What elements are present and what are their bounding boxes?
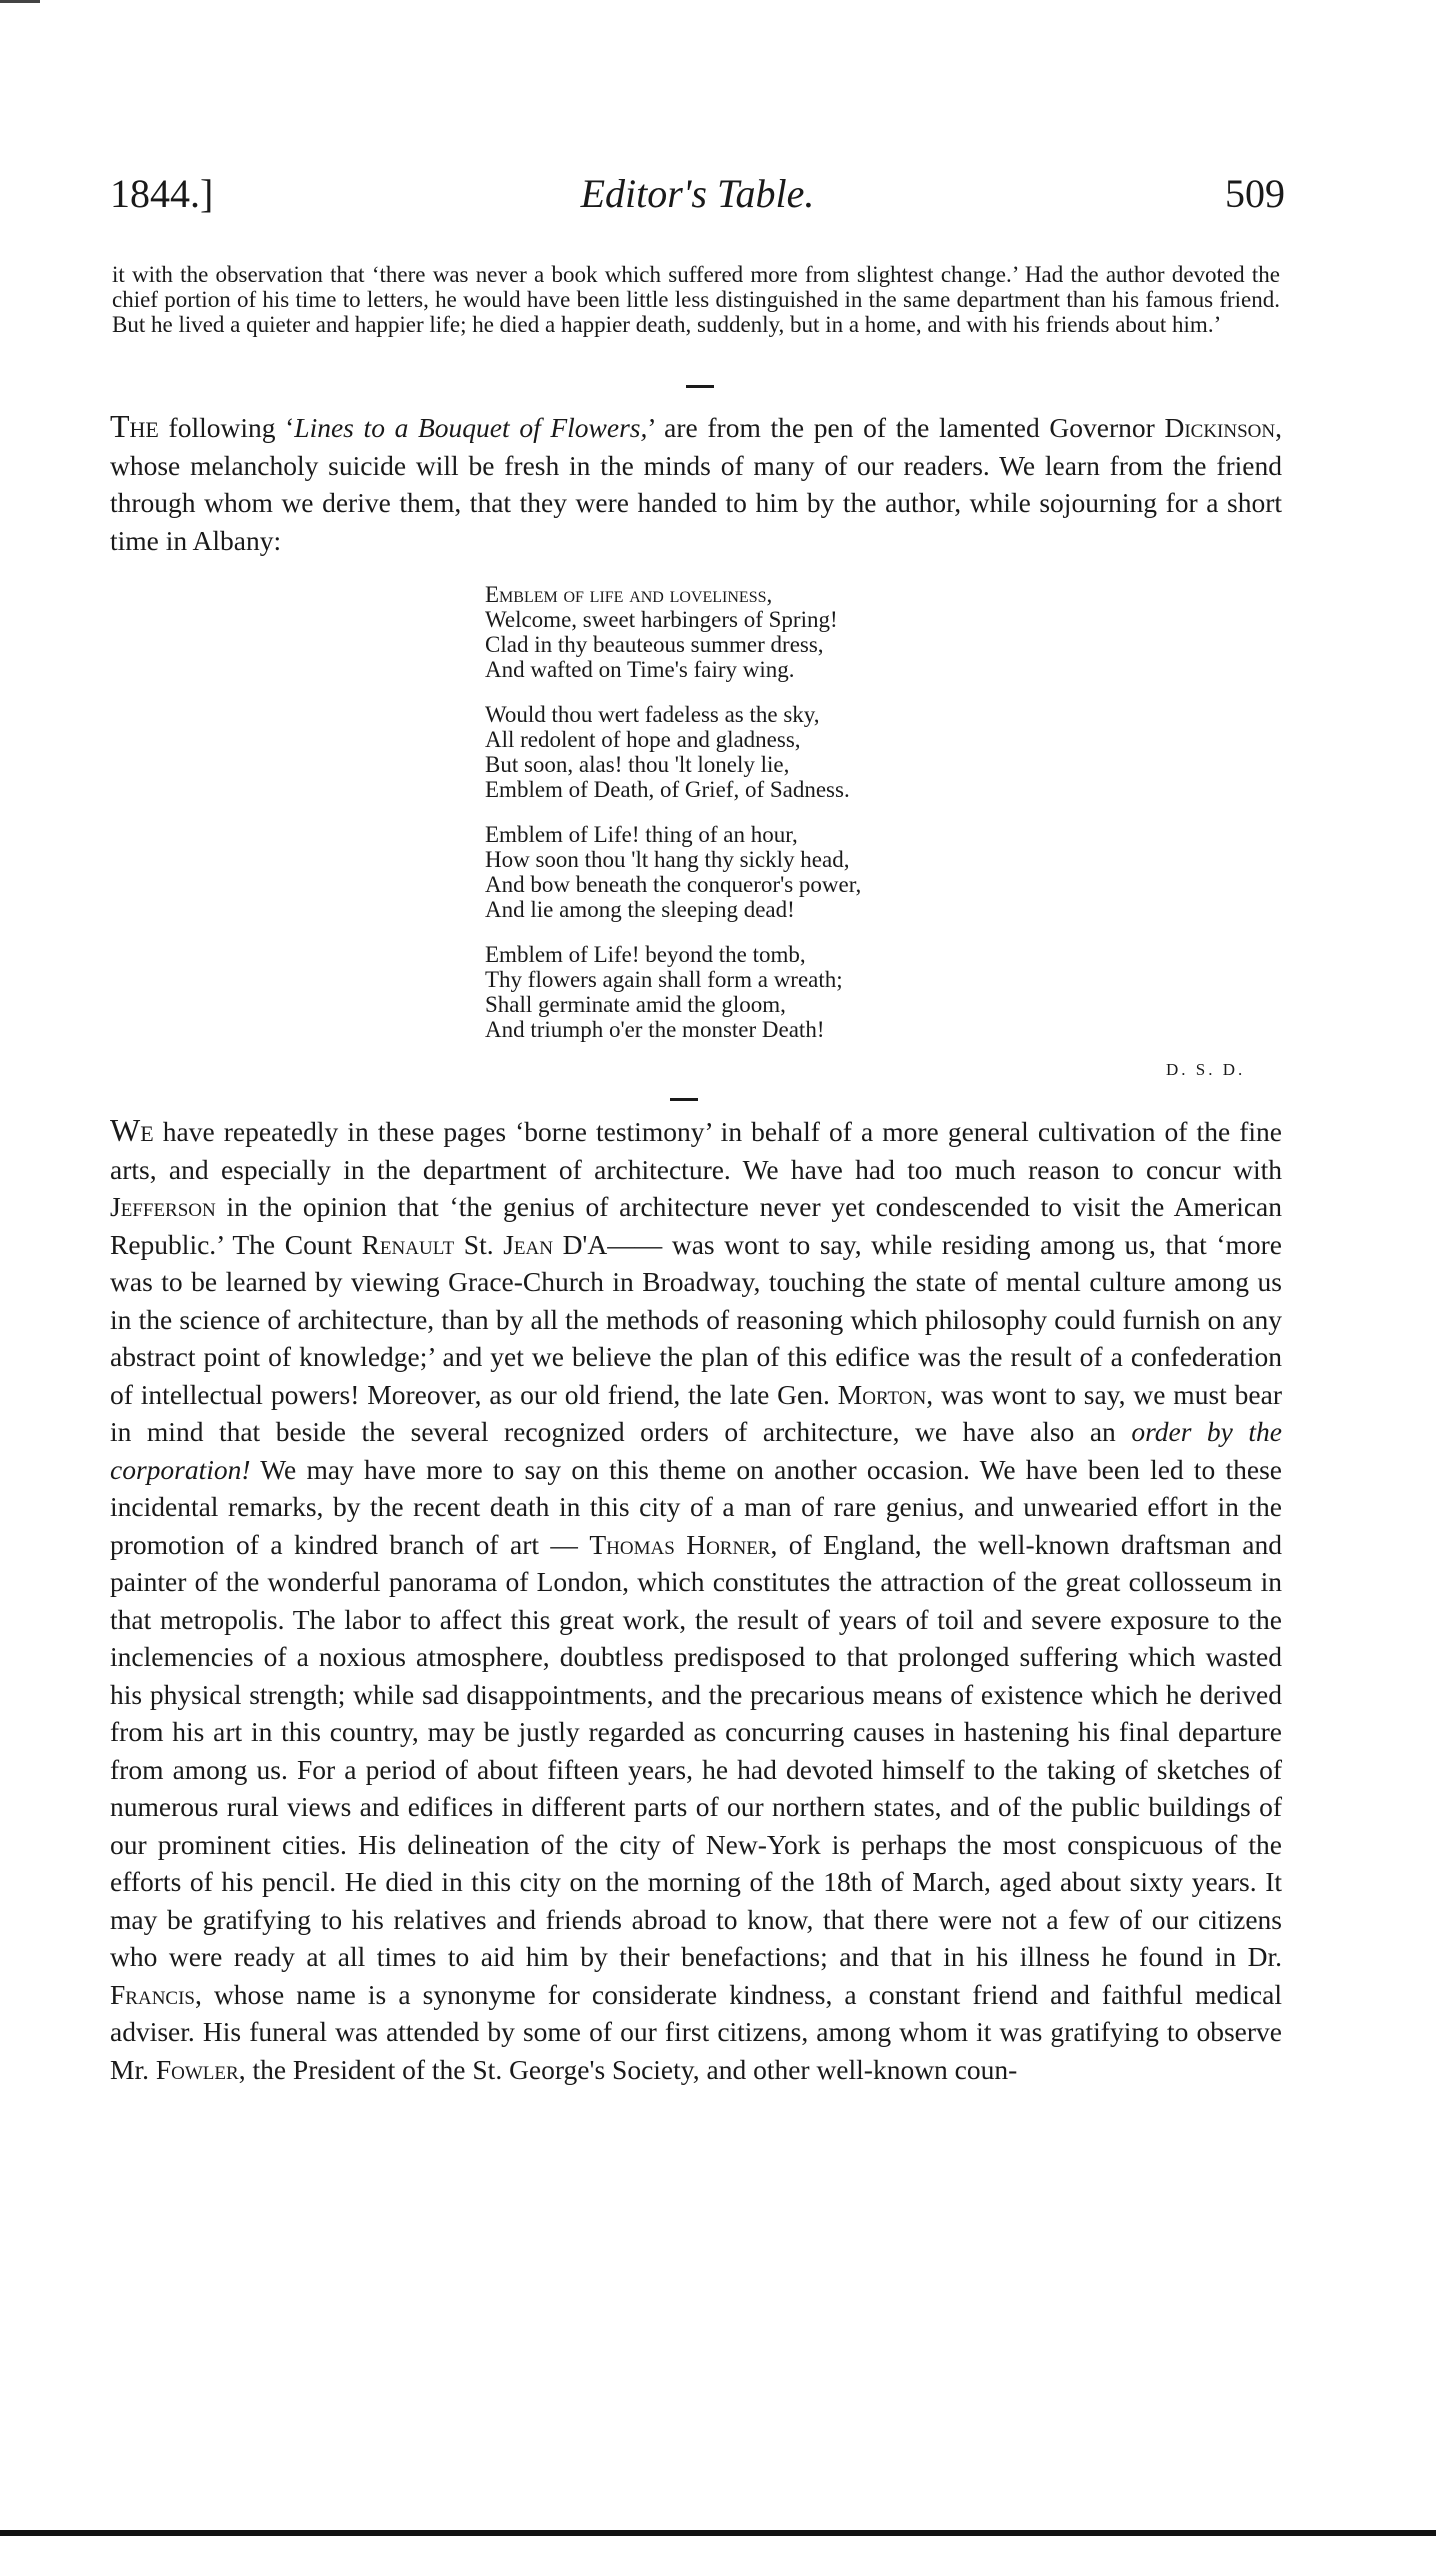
- poem-stanza: [485, 942, 1045, 1042]
- text-run: , whose name is a synonyme for considerate kindness, a constant friend and faithful medical adviser. His funeral was attended by some of our first citizens, among whom it was gratifying to observe Mr.: [110, 1978, 1282, 2085]
- text-run: , was wont to say, we must bear in mind that beside the several recognized orders of architecture, we have also an: [110, 1378, 1282, 1447]
- name-dickinson: Dickinson: [1164, 412, 1276, 443]
- poem-line: All redolent of hope and gladness,: [485, 727, 801, 752]
- poem-signature: D. S. D.: [1166, 1060, 1246, 1079]
- architecture-paragraph: [110, 1112, 1282, 2088]
- poem-stanza: [485, 822, 1045, 922]
- text-run: We may have more to say on this theme on another occasion. We have been led to these incidental remarks, by the recent death in this city of a man of rare genius, and unwearied effort in the promotion of a kindred branch of art —: [110, 1453, 1282, 1560]
- poem-stanza: [485, 582, 1045, 682]
- text-run: in the opinion that ‘the genius of architecture never yet condescended to visit the American Republic.’ The Count: [110, 1191, 1282, 1260]
- text-run: , of England, the well-known draftsman and painter of the wonderful panorama of London, which constitutes the attraction of the great collosseum in that metropolis. The labor to affect this great work, the result of years of toil and severe exposure to the inclemencies of a noxious atmosphere, doubtless predisposed to that prolonged suffering which wasted his physical strength; while sad disappointments, and the precarious means of existence which he derived from his art in this country, may be justly regarded as concurring causes in hastening his final departure from among us. For a period of about fifteen years, he had devoted himself to the taking of sketches of numerous rural views and edifices in different parts of our northern states, and of the public buildings of our prominent cities. His delineation of the city of New-York is perhaps the most conspicuous of the efforts of his pencil. He died in this city on the morning of the 18th of March, aged about sixty years. It may be gratifying to his relatives and friends abroad to know, that there were not a few of our citizens who were ready at all times to aid him by their benefactions; and that in his illness he found in Dr.: [110, 1528, 1282, 1972]
- scan-mark: [0, 0, 40, 3]
- poem-line: And lie among the sleeping dead!: [485, 897, 795, 922]
- header-year: 1844.]: [110, 171, 214, 216]
- poem-line: Shall germinate amid the gloom,: [485, 992, 786, 1017]
- text-run: , whose melancholy suicide will be fresh in the minds of many of our readers. We learn from the friend through whom we derive them, that they were handed to him by the author, while sojourning for a short time in Albany:: [110, 412, 1282, 556]
- text-run: following ‘: [158, 412, 295, 443]
- poem-line: And wafted on Time's fairy wing.: [485, 657, 795, 682]
- poem-stanza: [485, 702, 1045, 802]
- poem-line: [485, 582, 1045, 607]
- poem-line: Emblem of Life! beyond the tomb,: [485, 942, 806, 967]
- name-jefferson: Jefferson: [110, 1191, 216, 1222]
- poem-line: And triumph o'er the monster Death!: [485, 1017, 825, 1042]
- text-run: have repeatedly in these pages ‘borne testimony’ in behalf of a more general cultivation of the fine arts, and especially in the department of architecture. We have had too much reason to concur with: [110, 1116, 1282, 1185]
- italic-phrase: order by the corporation!: [110, 1416, 1282, 1485]
- drop-word: The: [110, 408, 159, 444]
- poem-title: Lines to a Bouquet of Flowers,: [294, 412, 648, 443]
- page-number: 509: [1225, 171, 1285, 216]
- poem: [485, 582, 1045, 1062]
- poem-line: How soon thou 'lt hang thy sickly head,: [485, 847, 850, 872]
- lines-intro-paragraph: [110, 408, 1282, 559]
- section-divider: [670, 1098, 698, 1101]
- name-francis: Francis: [110, 1978, 195, 2010]
- poem-line: Emblem of Life! thing of an hour,: [485, 822, 798, 847]
- poem-line: Welcome, sweet harbingers of Spring!: [485, 607, 838, 632]
- text-run: St.: [454, 1228, 504, 1260]
- text-run: —— was wont to say, while residing among us, that ‘more was to be learned by viewing Grace-Church in Broadway, touching the state of mental culture among us in the science of architecture, than by all the methods of reasoning which philosophy could furnish on any abstract point of knowledge;’ and yet we believe the plan of this edifice was the result of a confederation of intellectual powers! Moreover, as our old friend, the late Gen.: [110, 1228, 1282, 1410]
- drop-word: We: [110, 1112, 154, 1148]
- poem-line-text: Emblem of life and loveliness,: [485, 582, 773, 607]
- poem-line: But soon, alas! thou 'lt lonely lie,: [485, 752, 790, 777]
- running-header: [110, 170, 1285, 230]
- intro-paragraph: it with the observation that ‘there was never a book which suffered more from slightest change.’ Had the author devoted the chief portion of his time to letters, he would have been little less distinguished in the same department than his famous friend. But he lived a quieter and happier life; he died a happier death, suddenly, but in a home, and with his friends about him.’: [112, 262, 1280, 337]
- name-horner: Thomas Horner: [589, 1528, 771, 1560]
- poem-line: Emblem of Death, of Grief, of Sadness.: [485, 777, 850, 802]
- text-run: ’ are from the pen of the lamented Governor: [647, 412, 1165, 443]
- name-jean: Jean D'A: [503, 1228, 608, 1260]
- page-bottom-edge: [0, 2530, 1436, 2536]
- poem-line: Clad in thy beauteous summer dress,: [485, 632, 824, 657]
- poem-line: Would thou wert fadeless as the sky,: [485, 702, 820, 727]
- header-title: Editor's Table.: [580, 171, 815, 216]
- poem-line: And bow beneath the conqueror's power,: [485, 872, 862, 897]
- name-renault: Renault: [361, 1228, 455, 1260]
- name-morton: Morton: [837, 1378, 927, 1410]
- text-run: , the President of the St. George's Society, and other well-known coun-: [238, 2053, 1018, 2085]
- name-fowler: Fowler: [155, 2053, 239, 2085]
- poem-line: Thy flowers again shall form a wreath;: [485, 967, 843, 992]
- section-divider: [686, 385, 714, 388]
